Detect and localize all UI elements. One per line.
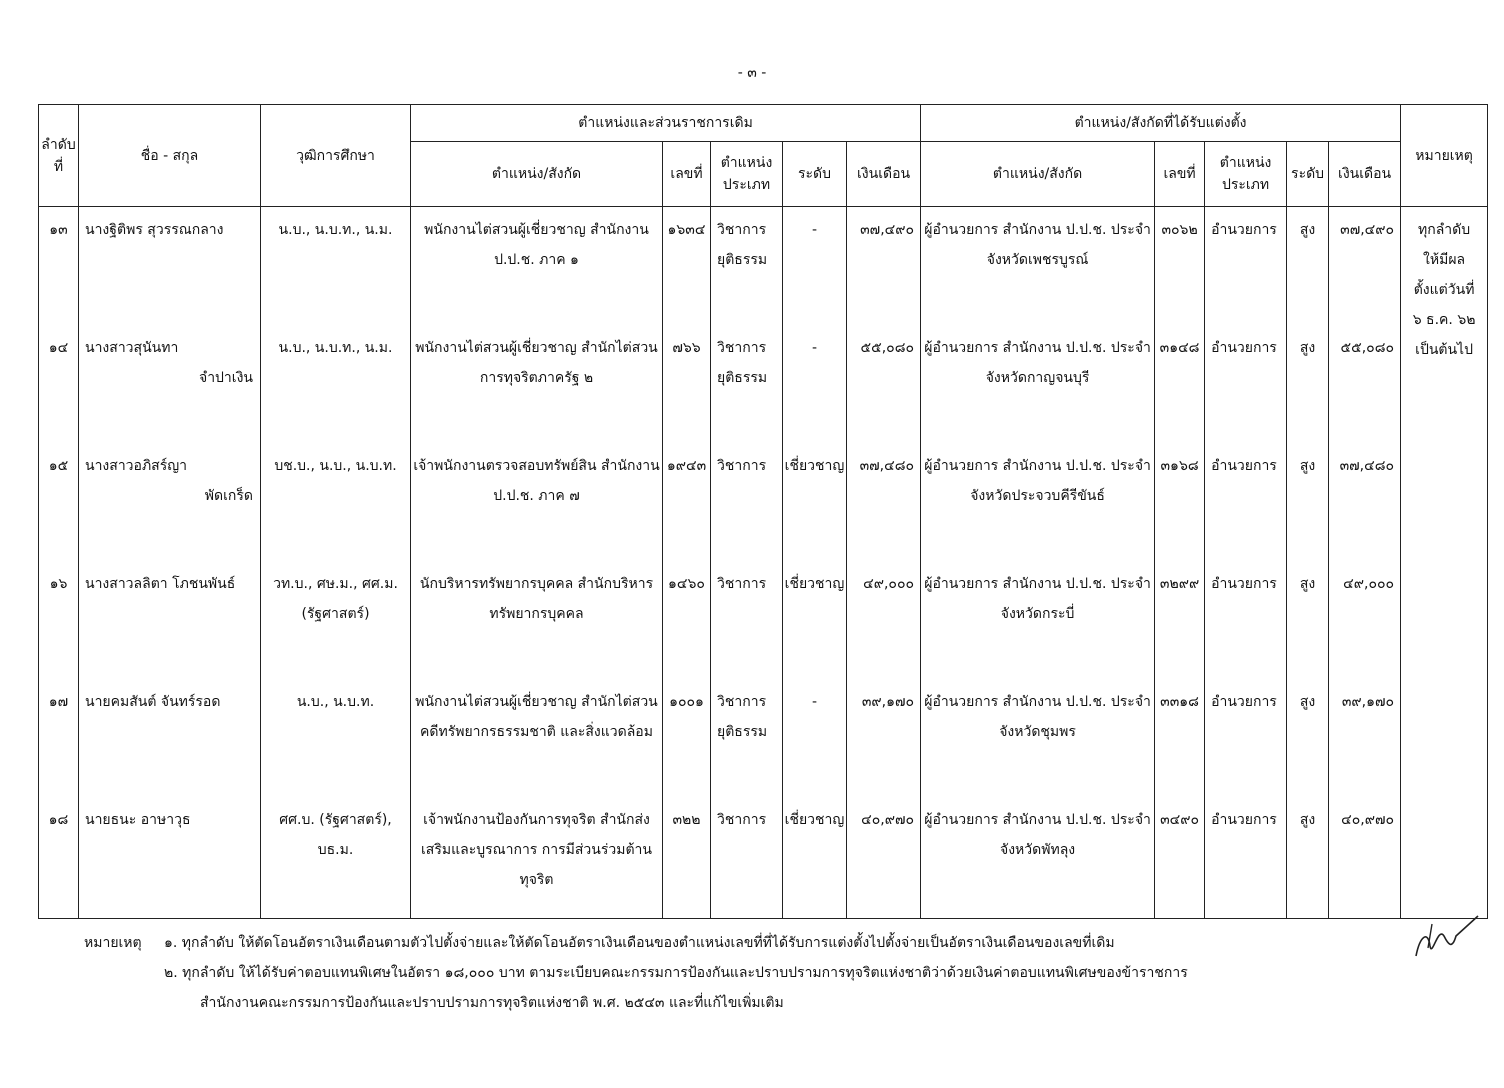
person-name: นางสาวลลิตา โภชนพันธ์ xyxy=(79,561,261,679)
old-position-number: ๑๖๓๔ xyxy=(663,207,711,325)
new-position-number: ๓๓๑๘ xyxy=(1155,679,1205,797)
old-position: พนักงานไต่สวนผู้เชี่ยวชาญ สำนักไต่สวนคดีทรัพยากรธรรมชาติ และสิ่งแวดล้อม xyxy=(411,679,663,797)
note-item-2-continued: สำนักงานคณะกรรมการป้องกันและปราบปรามการทุจริตแห่งชาติ พ.ศ. ๒๕๔๓ และที่แก้ไขเพิ่มเติม xyxy=(200,995,784,1011)
old-level: เชี่ยวชาญ xyxy=(783,561,847,679)
new-salary: ๓๙,๑๗๐ xyxy=(1329,679,1401,797)
new-position: ผู้อำนวยการ สำนักงาน ป.ป.ช. ประจำ จังหวัดกระบี่ xyxy=(921,561,1155,679)
table-row xyxy=(39,679,1488,797)
header-old-position-group: ตำแหน่งและส่วนราชการเดิม xyxy=(411,105,921,142)
page-number: - ๓ - xyxy=(737,65,767,81)
new-position: ผู้อำนวยการ สำนักงาน ป.ป.ช. ประจำ จังหวัดเพชรบูรณ์ xyxy=(921,207,1155,325)
new-position: ผู้อำนวยการ สำนักงาน ป.ป.ช. ประจำ จังหวัดชุมพร xyxy=(921,679,1155,797)
header-old-type: ตำแหน่งประเภท xyxy=(711,142,783,207)
header-new-salary: เงินเดือน xyxy=(1329,142,1401,207)
table-row xyxy=(39,325,1488,443)
person-name: นายธนะ อาษาวุธ xyxy=(79,797,261,919)
new-position: ผู้อำนวยการ สำนักงาน ป.ป.ช. ประจำ จังหวัดประจวบคีรีขันธ์ xyxy=(921,443,1155,561)
education: วท.บ., ศษ.ม., ศศ.ม. (รัฐศาสตร์) xyxy=(261,561,411,679)
old-position: พนักงานไต่สวนผู้เชี่ยวชาญ สำนักไต่สวนการทุจริตภาครัฐ ๒ xyxy=(411,325,663,443)
old-position-type: วิชาการยุติธรรม xyxy=(711,679,783,797)
person-name: นางสาวสุนันทา จำปาเงิน xyxy=(79,325,261,443)
new-salary: ๓๗,๔๙๐ xyxy=(1329,207,1401,325)
old-position-number: ๑๐๐๑ xyxy=(663,679,711,797)
old-salary: ๕๕,๐๘๐ xyxy=(847,325,921,443)
old-salary: ๓๙,๑๗๐ xyxy=(847,679,921,797)
old-position-type: วิชาการยุติธรรม xyxy=(711,325,783,443)
old-level: - xyxy=(783,325,847,443)
new-level: สูง xyxy=(1287,443,1329,561)
new-salary: ๔๐,๙๗๐ xyxy=(1329,797,1401,919)
education: น.บ., น.บ.ท., น.ม. xyxy=(261,325,411,443)
header-remark: หมายเหตุ xyxy=(1401,105,1488,207)
old-position: นักบริหารทรัพยากรบุคคล สำนักบริหารทรัพยากรบุคคล xyxy=(411,561,663,679)
new-salary: ๓๗,๔๘๐ xyxy=(1329,443,1401,561)
row-number: ๑๕ xyxy=(39,443,79,561)
old-position-number: ๑๔๖๐ xyxy=(663,561,711,679)
remark-cell xyxy=(1401,207,1488,443)
new-position-type: อำนวยการ xyxy=(1205,207,1287,325)
old-position-type: วิชาการ xyxy=(711,443,783,561)
remark-cell xyxy=(1401,797,1488,919)
new-position-type: อำนวยการ xyxy=(1205,679,1287,797)
old-level: เชี่ยวชาญ xyxy=(783,797,847,919)
new-position-number: ๓๐๖๒ xyxy=(1155,207,1205,325)
new-level: สูง xyxy=(1287,207,1329,325)
row-number: ๑๘ xyxy=(39,797,79,919)
old-position-number: ๓๒๒ xyxy=(663,797,711,919)
header-new-position: ตำแหน่ง/สังกัด xyxy=(921,142,1155,207)
new-level: สูง xyxy=(1287,325,1329,443)
header-new-number: เลขที่ xyxy=(1155,142,1205,207)
header-name: ชื่อ - สกุล xyxy=(79,105,261,207)
notes-label: หมายเหตุ xyxy=(84,935,142,951)
row-number: ๑๓ xyxy=(39,207,79,325)
old-salary: ๔๙,๐๐๐ xyxy=(847,561,921,679)
remark-text: ๖ ธ.ค. ๖๒ xyxy=(1412,312,1476,328)
row-number: ๑๗ xyxy=(39,679,79,797)
note-item-1: ๑. ทุกลำดับ ให้ตัดโอนอัตราเงินเดือนตามตัวไปตั้งจ่ายและให้ตัดโอนอัตราเงินเดือนของตำแหน่งเลขที่ที่ได้รับการแต่งตั้งไปตั้งจ่ายเป็นอัตราเงินเดือนของเลขที่เดิม xyxy=(164,935,1115,951)
old-level: - xyxy=(783,207,847,325)
new-position: ผู้อำนวยการ สำนักงาน ป.ป.ช. ประจำ จังหวัดพัทลุง xyxy=(921,797,1155,919)
row-number: ๑๔ xyxy=(39,325,79,443)
new-position-type: อำนวยการ xyxy=(1205,443,1287,561)
new-position-type: อำนวยการ xyxy=(1205,325,1287,443)
education: น.บ., น.บ.ท. xyxy=(261,679,411,797)
new-position: ผู้อำนวยการ สำนักงาน ป.ป.ช. ประจำ จังหวัดกาญจนบุรี xyxy=(921,325,1155,443)
table-row xyxy=(39,443,1488,561)
header-new-level: ระดับ xyxy=(1287,142,1329,207)
header-education: วุฒิการศึกษา xyxy=(261,105,411,207)
new-position-type: อำนวยการ xyxy=(1205,561,1287,679)
appointment-table xyxy=(38,104,1488,919)
footnotes xyxy=(84,928,1188,1018)
row-number: ๑๖ xyxy=(39,561,79,679)
new-level: สูง xyxy=(1287,561,1329,679)
education: ศศ.บ. (รัฐศาสตร์), บธ.ม. xyxy=(261,797,411,919)
education: น.บ., น.บ.ท., น.ม. xyxy=(261,207,411,325)
header-no: ลำดับที่ xyxy=(39,105,79,207)
new-salary: ๔๙,๐๐๐ xyxy=(1329,561,1401,679)
note-item-2: ๒. ทุกลำดับ ให้ได้รับค่าตอบแทนพิเศษในอัตรา ๑๘,๐๐๐ บาท ตามระเบียบคณะกรรมการป้องกันและปราบปรามการทุจริตแห่งชาติว่าด้วยเงินค่าตอบแทนพิเศษของข้าราชการ xyxy=(164,965,1188,981)
header-new-position-group: ตำแหน่ง/สังกัดที่ได้รับแต่งตั้ง xyxy=(921,105,1401,142)
old-position-number: ๑๙๔๓ xyxy=(663,443,711,561)
old-position-number: ๗๖๖ xyxy=(663,325,711,443)
remark-cell xyxy=(1401,561,1488,679)
old-position-type: วิชาการ xyxy=(711,797,783,919)
table-row xyxy=(39,207,1488,325)
remark-text: ทุกลำดับ xyxy=(1418,222,1471,238)
new-level: สูง xyxy=(1287,679,1329,797)
header-old-number: เลขที่ xyxy=(663,142,711,207)
header-old-position: ตำแหน่ง/สังกัด xyxy=(411,142,663,207)
remark-text: ให้มีผล xyxy=(1423,252,1466,268)
header-old-level: ระดับ xyxy=(783,142,847,207)
old-position-type: วิชาการยุติธรรม xyxy=(711,207,783,325)
old-salary: ๓๗,๔๙๐ xyxy=(847,207,921,325)
new-position-type: อำนวยการ xyxy=(1205,797,1287,919)
old-salary: ๓๗,๔๘๐ xyxy=(847,443,921,561)
old-level: เชี่ยวชาญ xyxy=(783,443,847,561)
old-position: พนักงานไต่สวนผู้เชี่ยวชาญ สำนักงาน ป.ป.ช. ภาค ๑ xyxy=(411,207,663,325)
old-level: - xyxy=(783,679,847,797)
new-position-number: ๓๑๔๘ xyxy=(1155,325,1205,443)
old-position: เจ้าพนักงานป้องกันการทุจริต สำนักส่งเสริมและบูรณาการ การมีส่วนร่วมต้านทุจริต xyxy=(411,797,663,919)
table-row xyxy=(39,561,1488,679)
remark-text: ตั้งแต่วันที่ xyxy=(1413,282,1475,298)
table-row xyxy=(39,797,1488,919)
header-new-type: ตำแหน่งประเภท xyxy=(1205,142,1287,207)
old-position: เจ้าพนักงานตรวจสอบทรัพย์สิน สำนักงาน ป.ป.ช. ภาค ๗ xyxy=(411,443,663,561)
remark-text: เป็นต้นไป xyxy=(1415,342,1473,358)
new-position-number: ๓๔๙๐ xyxy=(1155,797,1205,919)
education: บช.บ., น.บ., น.บ.ท. xyxy=(261,443,411,561)
header-old-salary: เงินเดือน xyxy=(847,142,921,207)
new-position-number: ๓๑๖๘ xyxy=(1155,443,1205,561)
new-position-number: ๓๒๙๙ xyxy=(1155,561,1205,679)
old-salary: ๔๐,๙๗๐ xyxy=(847,797,921,919)
remark-cell xyxy=(1401,443,1488,561)
person-name: นายคมสันต์ จันทร์รอด xyxy=(79,679,261,797)
new-level: สูง xyxy=(1287,797,1329,919)
person-name: นางฐิติพร สุวรรณกลาง xyxy=(79,207,261,325)
old-position-type: วิชาการ xyxy=(711,561,783,679)
new-salary: ๕๕,๐๘๐ xyxy=(1329,325,1401,443)
person-name: นางสาวอภิสร์ญา พัดเกร็ด xyxy=(79,443,261,561)
remark-cell xyxy=(1401,679,1488,797)
signature xyxy=(1408,906,1488,968)
